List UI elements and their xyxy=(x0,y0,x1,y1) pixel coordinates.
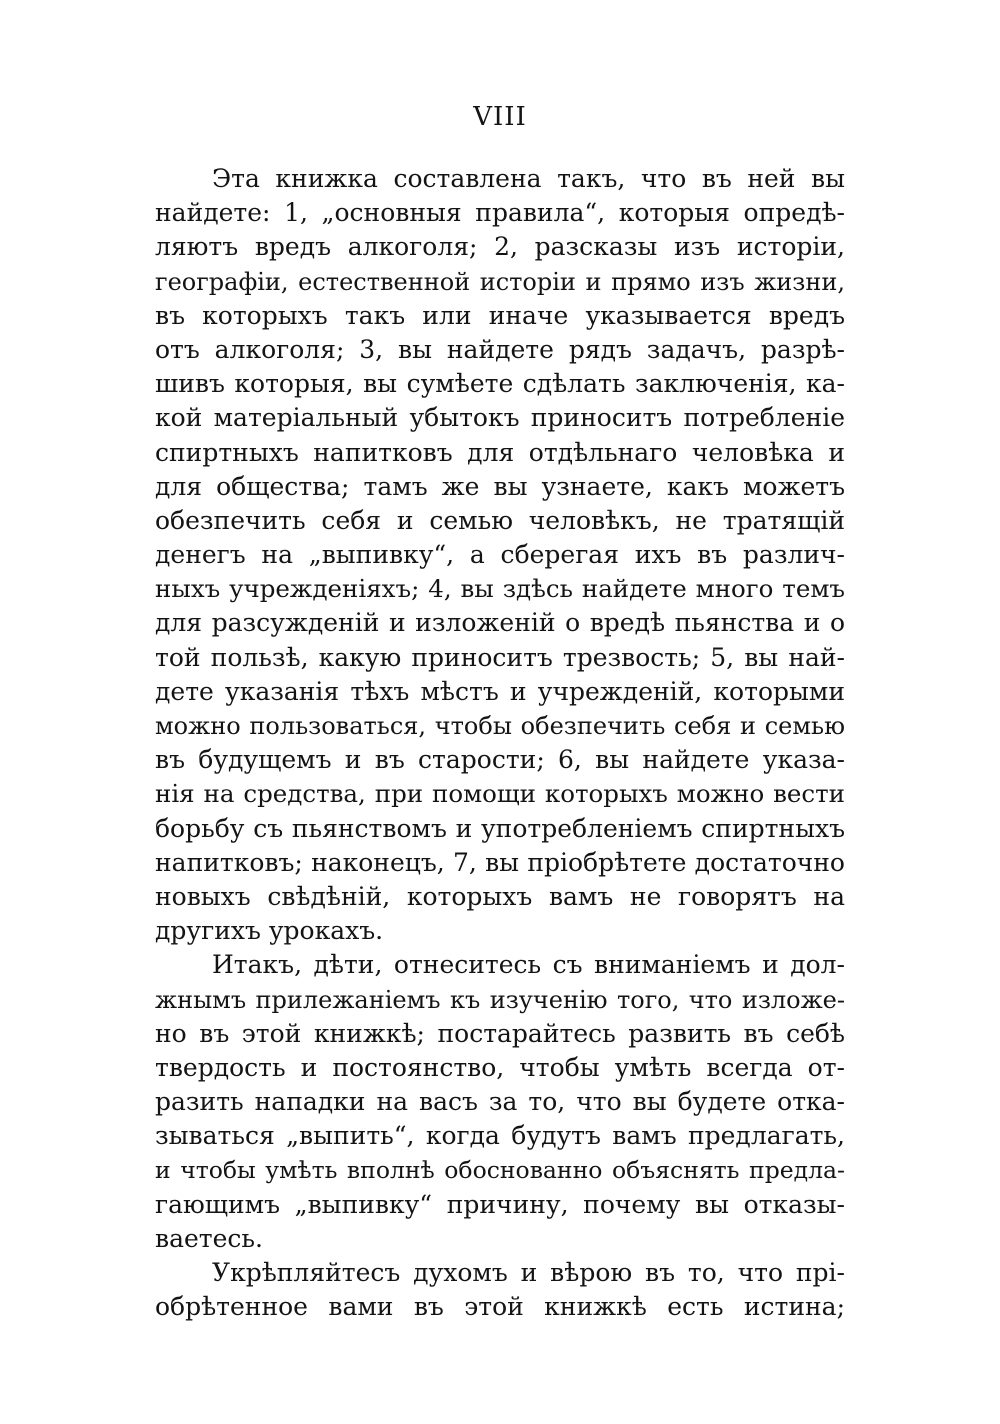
text-line: въ которыхъ такъ или иначе указывается вредъ xyxy=(155,300,845,330)
text-line: ляютъ вредъ алкоголя; 2, разсказы изъ исторіи, xyxy=(155,232,845,262)
paragraph-1 xyxy=(155,162,845,948)
text-line: спиртныхъ напитковъ для отдѣльнаго человѣка и xyxy=(155,437,845,467)
text-line: можно пользоваться, чтобы обезпечить себя и семью xyxy=(155,712,845,740)
text-line: но въ этой книжкѣ; постарайтесь развить въ себѣ xyxy=(155,1018,845,1048)
text-line: гающимъ „выпивку“ причину, почему вы отказы- xyxy=(155,1189,845,1219)
text-line: разить нападки на васъ за то, что вы будете отка- xyxy=(155,1087,845,1117)
text-line: и чтобы умѣть вполнѣ обоснованно объяснять предла- xyxy=(155,1156,845,1185)
text-line: въ будущемъ и въ старости; 6, вы найдете указа- xyxy=(155,745,845,775)
text-line: обрѣтенное вами въ этой книжкѣ есть истина; xyxy=(155,1292,845,1322)
text-line: денегъ на „выпивку“, а сберегая ихъ въ различ- xyxy=(155,540,845,570)
text-line: твердость и постоянство, чтобы умѣть всегда от- xyxy=(155,1052,845,1082)
text-line: напитковъ; наконецъ, 7, вы пріобрѣтете достаточно xyxy=(155,847,845,877)
text-line: географіи, естественной исторіи и прямо изъ жизни, xyxy=(155,267,845,296)
text-line: найдете: 1, „основныя правила“, которыя опредѣ- xyxy=(155,198,845,228)
text-line: кой матеріальный убытокъ приноситъ потребленіе xyxy=(155,403,845,433)
paragraph-3 xyxy=(155,1256,845,1324)
text-line: той пользѣ, какую приноситъ трезвость; 5, вы най- xyxy=(155,642,845,672)
text-line: шивъ которыя, вы сумѣете сдѣлать заключенія, ка- xyxy=(155,369,845,399)
text-line: отъ алкоголя; 3, вы найдете рядъ задачъ, разрѣ- xyxy=(155,334,845,364)
text-line: дете указанія тѣхъ мѣстъ и учрежденій, которыми xyxy=(155,676,845,706)
text-line: для разсужденій и изложеній о вредѣ пьянства и о xyxy=(155,608,845,638)
text-line: зываться „выпить“, когда будутъ вамъ предлагать, xyxy=(155,1121,845,1151)
text-line: ваетесь. xyxy=(155,1223,263,1253)
text-line: ныхъ учрежденіяхъ; 4, вы здѣсь найдете много темъ xyxy=(155,574,845,604)
paragraph-2 xyxy=(155,948,845,1256)
text-line: Эта книжка составлена такъ, что въ ней вы xyxy=(212,164,845,193)
page-number: VIII xyxy=(473,102,527,132)
text-line: обезпечить себя и семью человѣкъ, не тратящій xyxy=(155,505,845,535)
text-line: Укрѣпляйтесъ духомъ и вѣрою въ то, что прі- xyxy=(212,1258,845,1287)
body-text xyxy=(155,162,845,1324)
text-line: жнымъ прилежаніемъ къ изученію того, что изложе- xyxy=(155,985,845,1014)
text-line: нія на средства, при помощи которыхъ можно вести xyxy=(155,779,845,809)
text-line: Итакъ, дѣти, отнеситесь съ вниманіемъ и дол- xyxy=(212,950,845,980)
text-line: борьбу съ пьянствомъ и употребленіемъ спиртныхъ xyxy=(155,813,845,843)
text-line: для общества; тамъ же вы узнаете, какъ можетъ xyxy=(155,471,845,501)
text-line: другихъ урокахъ. xyxy=(155,916,384,946)
text-line: новыхъ свѣдѣній, которыхъ вамъ не говорятъ на xyxy=(155,881,845,911)
